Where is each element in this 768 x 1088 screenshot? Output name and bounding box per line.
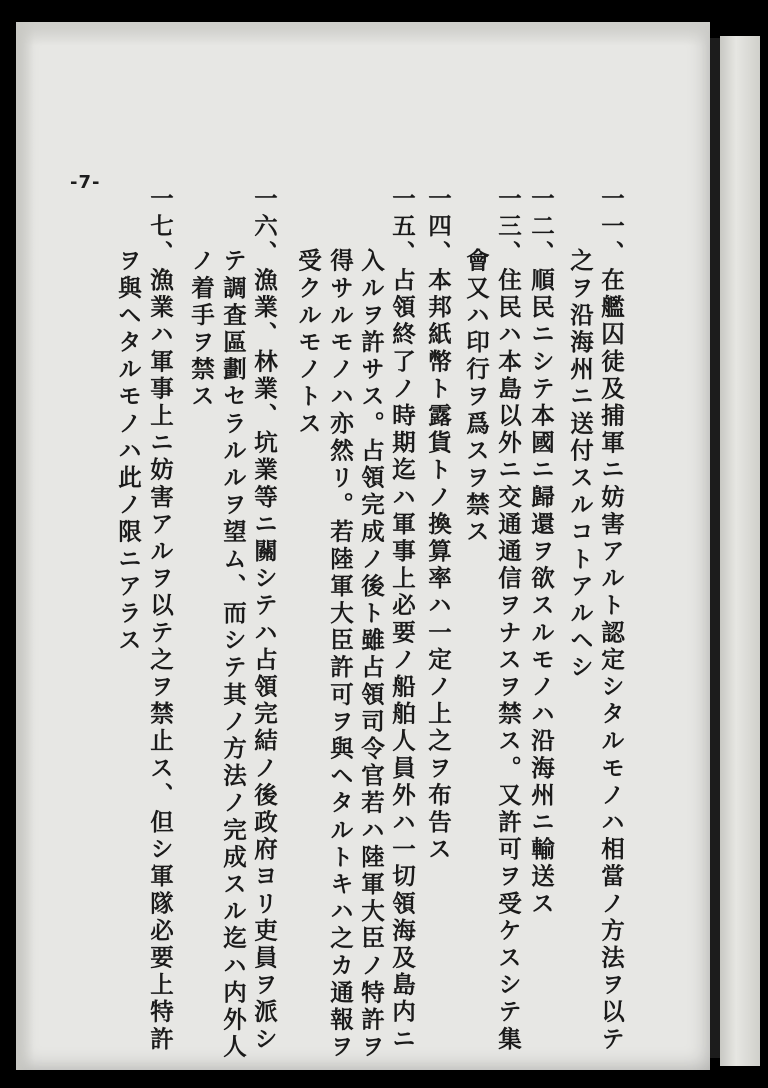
text-column: 之ヲ沿海州ニ送付スルコトアルヘシ [566, 248, 594, 682]
text-column: 得サルモノハ亦然リ。若陸軍大臣許可ヲ與ヘタルトキハ之カ通報ヲ [326, 248, 354, 1061]
book-spine-edge [720, 36, 760, 1066]
text-column: 入ルヲ許サス。占領完成ノ後ト雖占領司令官若ハ陸軍大臣ノ特許ヲ [357, 248, 385, 1061]
text-column: 一二、順民ニシテ本國ニ歸還ヲ欲スルモノハ沿海州ニ輸送ス [527, 186, 555, 918]
text-column: 會又ハ印行ヲ爲スヲ禁ス [462, 248, 490, 547]
text-column: ヲ與ヘタルモノハ此ノ限ニアラス [114, 248, 142, 655]
text-column: 一五、占領終了ノ時期迄ハ軍事上必要ノ船舶人員外ハ一切領海及島内ニ [388, 186, 416, 1054]
text-column: テ調査區劃セラルルヲ望ム、而シテ其ノ方法ノ完成スル迄ハ内外人 [219, 248, 247, 1061]
text-column: 一一、在艦囚徒及捕軍ニ妨害アルト認定シタルモノハ相當ノ方法ヲ以テ [597, 186, 625, 1054]
book-spine-shadow [710, 38, 720, 1058]
text-column: 一七、漁業ハ軍事上ニ妨害アルヲ以テ之ヲ禁止ス、但シ軍隊必要上特許 [146, 186, 174, 1054]
text-column: 一六、漁業、林業、坑業等ニ關シテハ占領完結ノ後政府ヨリ吏員ヲ派シ [250, 186, 278, 1054]
page-number: -7- [70, 172, 101, 193]
page-edge-shadow-top [16, 22, 710, 46]
text-column: 一三、住民ハ本島以外ニ交通通信ヲナスヲ禁ス。又許可ヲ受ケスシテ集 [494, 186, 522, 1054]
text-column: 一四、本邦紙幣ト露貨トノ換算率ハ一定ノ上之ヲ布告ス [424, 186, 452, 864]
text-column: ノ着手ヲ禁ス [187, 248, 215, 411]
text-column: 受クルモノトス [294, 248, 322, 438]
page-edge-shadow-left [16, 22, 34, 1070]
